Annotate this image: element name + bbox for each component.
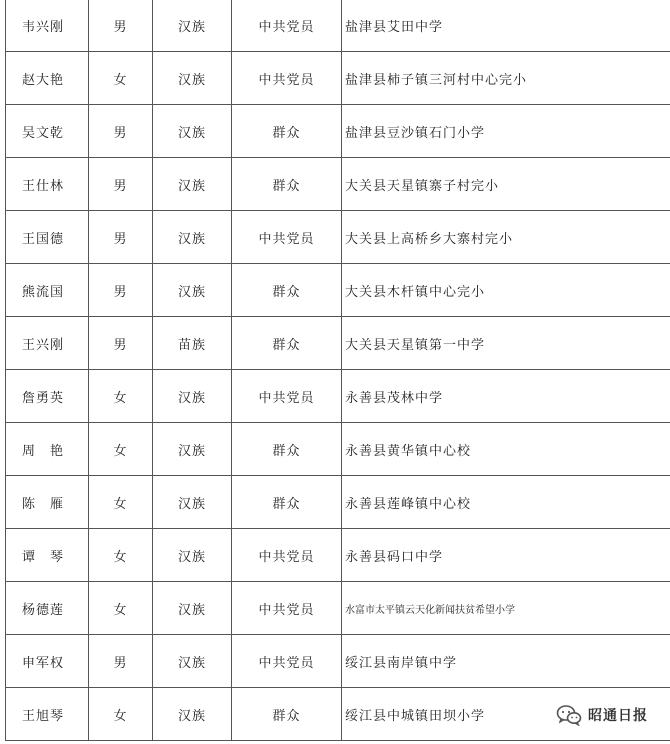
table-row	[6, 105, 670, 158]
name-cell: 王旭琴	[6, 688, 89, 741]
table-row	[6, 264, 670, 317]
gender-cell: 女	[89, 423, 153, 476]
gender-cell: 男	[89, 317, 153, 370]
table-row	[6, 423, 670, 476]
unit-cell: 盐津县艾田中学	[342, 0, 670, 52]
ethnicity-cell: 汉族	[153, 264, 232, 317]
ethnicity-cell: 汉族	[153, 211, 232, 264]
political-status-cell: 群众	[232, 264, 342, 317]
unit-cell: 永善县茂林中学	[342, 370, 670, 423]
political-status-cell: 中共党员	[232, 582, 342, 635]
political-status-cell: 中共党员	[232, 0, 342, 52]
watermark-text: 昭通日报	[588, 708, 648, 724]
unit-cell: 大关县天星镇第一中学	[342, 317, 670, 370]
name-cell: 王兴刚	[6, 317, 89, 370]
gender-cell: 女	[89, 370, 153, 423]
name-cell: 陈 雁	[6, 476, 89, 529]
table-row	[6, 158, 670, 211]
table-row	[6, 0, 670, 52]
unit-cell: 永善县黄华镇中心校	[342, 423, 670, 476]
ethnicity-cell: 汉族	[153, 370, 232, 423]
name-cell: 谭 琴	[6, 529, 89, 582]
gender-cell: 女	[89, 52, 153, 105]
name-cell: 詹勇英	[6, 370, 89, 423]
ethnicity-cell: 汉族	[153, 688, 232, 741]
unit-cell: 绥江县中城镇田坝小学	[342, 688, 670, 741]
ethnicity-cell: 汉族	[153, 476, 232, 529]
wechat-icon	[556, 704, 582, 726]
political-status-cell: 群众	[232, 317, 342, 370]
ethnicity-cell: 苗族	[153, 317, 232, 370]
name-cell: 周 艳	[6, 423, 89, 476]
gender-cell: 男	[89, 158, 153, 211]
political-status-cell: 群众	[232, 158, 342, 211]
unit-cell: 大关县木杆镇中心完小	[342, 264, 670, 317]
political-status-cell: 群众	[232, 423, 342, 476]
name-cell: 王仕林	[6, 158, 89, 211]
ethnicity-cell: 汉族	[153, 529, 232, 582]
roster-table	[5, 0, 670, 741]
political-status-cell: 中共党员	[232, 635, 342, 688]
political-status-cell: 中共党员	[232, 211, 342, 264]
unit-cell: 绥江县南岸镇中学	[342, 635, 670, 688]
name-cell: 杨德莲	[6, 582, 89, 635]
ethnicity-cell: 汉族	[153, 423, 232, 476]
unit-cell: 大关县上高桥乡大寨村完小	[342, 211, 670, 264]
political-status-cell: 群众	[232, 105, 342, 158]
table-row	[6, 635, 670, 688]
political-status-cell: 中共党员	[232, 370, 342, 423]
gender-cell: 女	[89, 529, 153, 582]
political-status-cell: 群众	[232, 476, 342, 529]
gender-cell: 男	[89, 105, 153, 158]
unit-cell: 水富市太平镇云天化新闻扶贫希望小学	[342, 582, 670, 635]
unit-cell: 盐津县豆沙镇石门小学	[342, 105, 670, 158]
name-cell: 韦兴刚	[6, 0, 89, 52]
name-cell: 吴文乾	[6, 105, 89, 158]
table-row	[6, 582, 670, 635]
table-row	[6, 317, 670, 370]
gender-cell: 男	[89, 264, 153, 317]
table-row	[6, 52, 670, 105]
table-row	[6, 211, 670, 264]
political-status-cell: 群众	[232, 688, 342, 741]
unit-cell: 大关县天星镇寨子村完小	[342, 158, 670, 211]
ethnicity-cell: 汉族	[153, 158, 232, 211]
name-cell: 申军权	[6, 635, 89, 688]
gender-cell: 女	[89, 476, 153, 529]
ethnicity-cell: 汉族	[153, 105, 232, 158]
unit-cell: 永善县莲峰镇中心校	[342, 476, 670, 529]
table-row	[6, 529, 670, 582]
ethnicity-cell: 汉族	[153, 0, 232, 52]
gender-cell: 女	[89, 688, 153, 741]
gender-cell: 男	[89, 211, 153, 264]
gender-cell: 女	[89, 582, 153, 635]
political-status-cell: 中共党员	[232, 529, 342, 582]
table-row	[6, 476, 670, 529]
table-row	[6, 370, 670, 423]
ethnicity-cell: 汉族	[153, 52, 232, 105]
name-cell: 王国德	[6, 211, 89, 264]
unit-cell: 永善县码口中学	[342, 529, 670, 582]
gender-cell: 男	[89, 0, 153, 52]
unit-cell: 盐津县柿子镇三河村中心完小	[342, 52, 670, 105]
gender-cell: 男	[89, 635, 153, 688]
source-watermark	[552, 702, 652, 728]
ethnicity-cell: 汉族	[153, 582, 232, 635]
ethnicity-cell: 汉族	[153, 635, 232, 688]
political-status-cell: 中共党员	[232, 52, 342, 105]
name-cell: 赵大艳	[6, 52, 89, 105]
name-cell: 熊流国	[6, 264, 89, 317]
